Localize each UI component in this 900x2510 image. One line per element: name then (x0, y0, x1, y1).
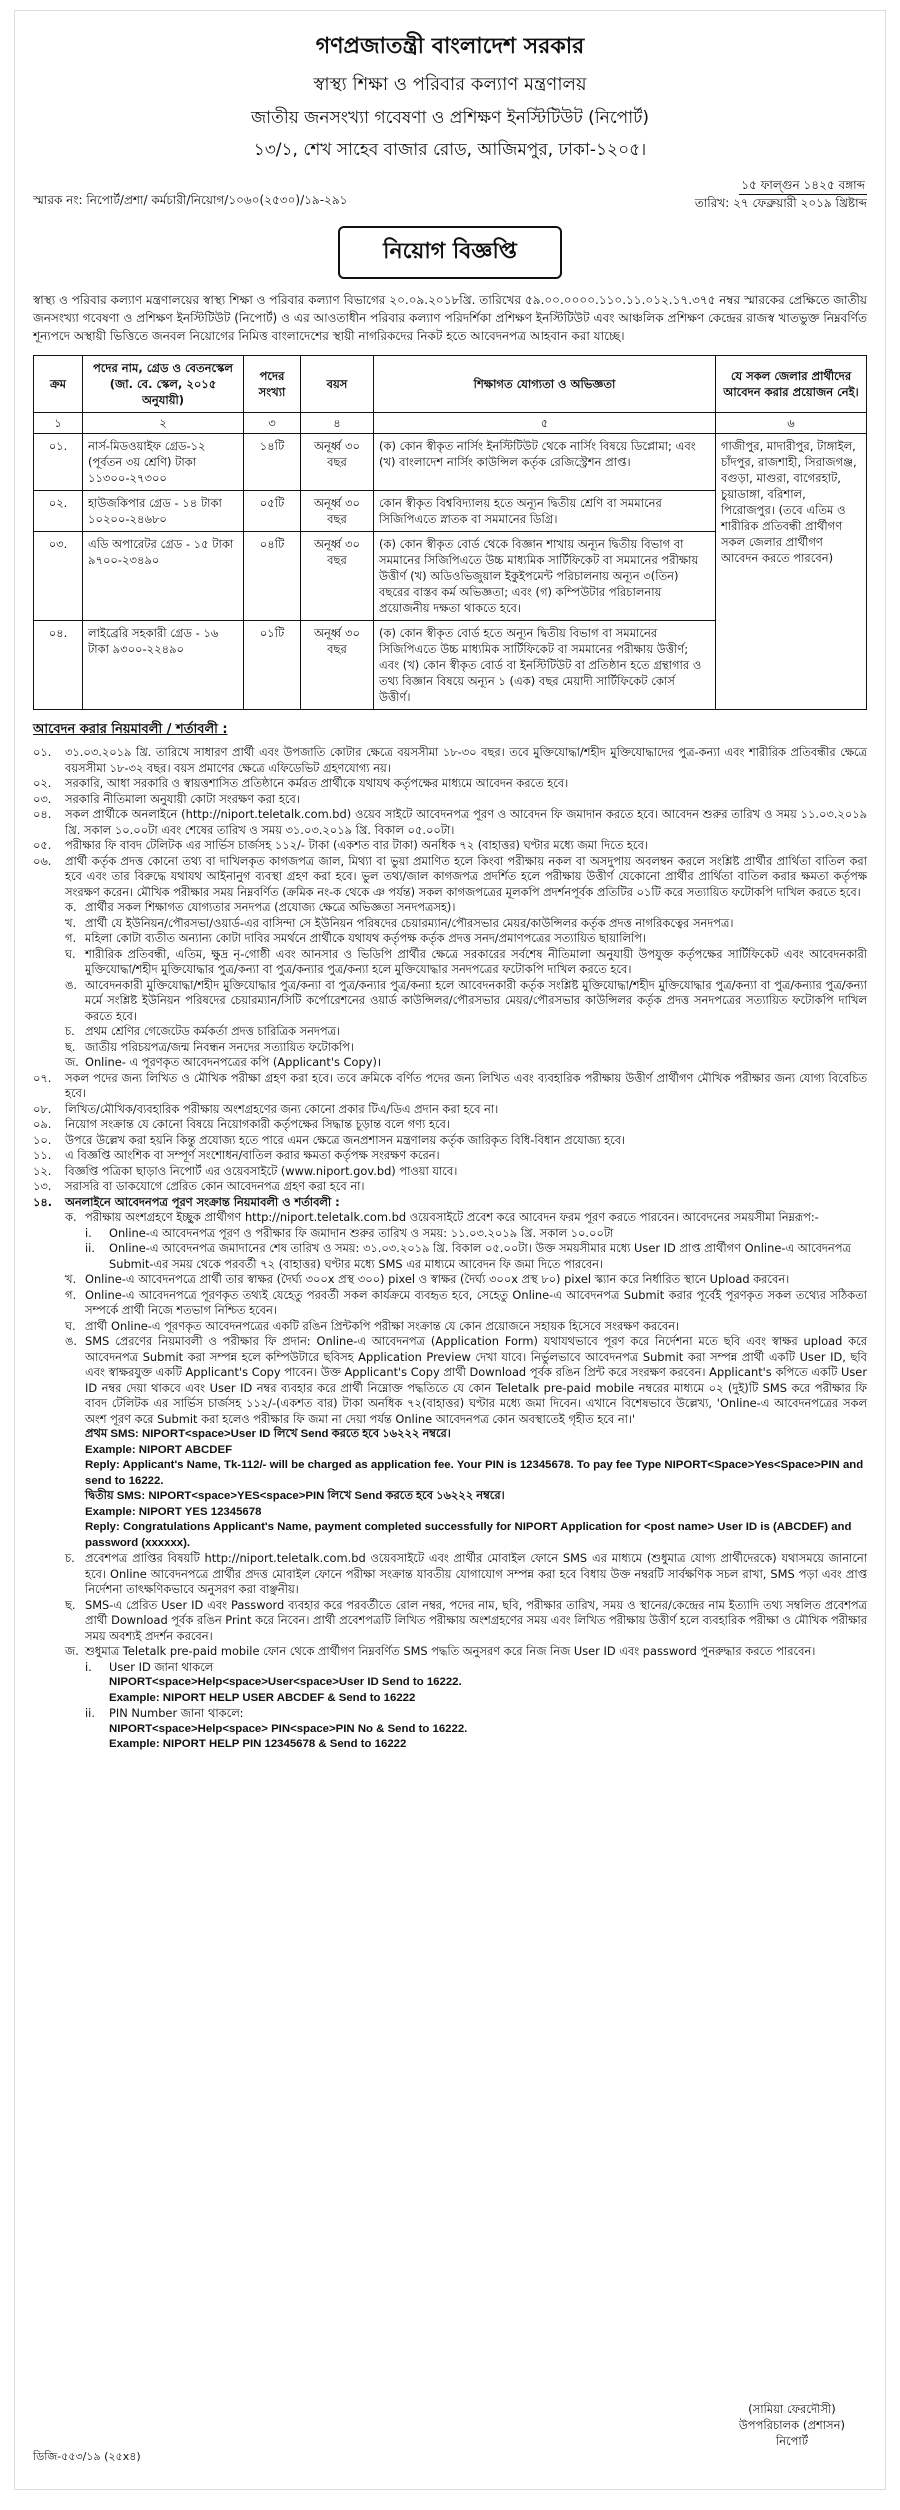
row-serial: ০৪. (34, 621, 83, 710)
date-label: তারিখ: (694, 196, 730, 210)
col-number: ৪ (301, 413, 374, 434)
col-number: ১ (34, 413, 83, 434)
list-item: ০১. ৩১.০৩.২০১৯ খ্রি. তারিখে সাধারণ প্রার্থী এবং উপজাতি কোটার ক্ষেত্রে বয়সসীমা ১৮-৩০ বছর। তবে মুক্তিযোদ্ধা/শহীদ মুক্তিযোদ্ধাদের পুত্র-কন্যা এবং শারীরিক প্রতিবন্ধীর ক্ষেত্রে বয়সসীমা ১৮-৩২ বছর। বয়স প্রমাণের ক্ষেত্রে এফিডেভিট গ্রহণযোগ্য নয়। (33, 745, 867, 775)
row-qualification: (ক) কোন স্বীকৃত বোর্ড হতে অন্যূন দ্বিতীয় বিভাগ বা সমমানের সিজিপিএতে উচ্চ মাধ্যমিক সার্টিফিকেট বা সমমানের পরীক্ষায় উত্তীর্ণ; এবং (খ) কোন স্বীকৃত বোর্ড বা ইনস্টিটিউট বা প্রতিষ্ঠান হতে গ্রন্থাগার ও তথ্য বিজ্ঞান বিষয়ে অন্যূন ১ (এক) বছর মেয়াদী সার্টিফিকেট কোর্স উত্তীর্ণ। (374, 621, 716, 710)
list-item: গ. Online-এ আবেদনপত্রে পূরণকৃত তথ্যই যেহেতু পরবর্তী সকল কার্যক্রমে ব্যবহৃত হবে, সেহেতু Online-এ আবেদনপত্র Submit করার পূর্বেই পূরণকৃত সকল তথ্যের সঠিকতা সম্পর্কে প্রার্থী নিজে শতভাগ নিশ্চিত হবেন। (65, 1287, 867, 1317)
date-gregorian: ২৭ ফেব্রুয়ারী ২০১৯ খ্রিষ্টাব্দ (733, 196, 867, 210)
list-item: গ. মহিলা কোটা ব্যতীত অন্যান্য কোটা দাবির সমর্থনে প্রার্থীকে যথাযথ কর্তৃপক্ষ কর্তৃক প্রদত্ত সনদ/প্রমাণপত্রের সত্যায়িত ছায়ালিপি। (65, 931, 647, 945)
list-item: ঘ. শারীরিক প্রতিবন্ধী, এতিম, ক্ষুদ্র নৃ-গোষ্ঠী এবং আনসার ও ভিডিপি প্রার্থীর ক্ষেত্রে সরকারের সর্বশেষ নীতিমালা অনুযায়ী উপযুক্ত কর্তৃপক্ষের সার্টিফিকেট এবং আবেদনকারী মুক্তিযোদ্ধা/শহীদ মুক্তিযোদ্ধার পুত্র/কন্যা বা পুত্র/কন্যার পুত্র/কন্যা হলে মুক্তিযোদ্ধার সনদপত্রের ফটোকপি দাখিল করতে হবে। (65, 946, 867, 976)
ministry-name: স্বাস্থ্য শিক্ষা ও পরিবার কল্যাণ মন্ত্রণালয় (313, 74, 587, 95)
sms-second: দ্বিতীয় SMS: NIPORT<space>YES<space>PIN লিখে Send করতে হবে ১৬২২২ নম্বরে। (85, 1490, 505, 1502)
memo-number: স্মারক নং: নিপোর্ট/প্রশা/ কর্মচারী/নিয়োগ/১০৬০(২৫৩০)/১৯-২৯১ (33, 193, 348, 207)
row-count: ০১টি (244, 621, 301, 710)
list-item: ১৪. অনলাইনে আবেদনপত্র পূরণ সংক্রান্ত নিয়মাবলী ও শর্তাবলী : (33, 1194, 340, 1209)
col-number: ২ (83, 413, 244, 434)
list-item: ছ. SMS-এ প্রেরিত User ID এবং Password ব্যবহার করে পরবর্তীতে রোল নম্বর, পদের নাম, ছবি, পরীক্ষার তারিখ, সময় ও স্থানের/কেন্দ্রের নাম ইত্যাদি তথ্য সম্বলিত প্রবেশপত্র প্রার্থী Download পূর্বক রঙিন Print করে নিবেন। প্রার্থী প্রবেশপত্রটি লিখিত পরীক্ষায় অংশগ্রহণের সময় এবং লিখিত পরীক্ষায় উত্তীর্ণ হলে ব্যবহারিক পরীক্ষা ও মৌখিক পরীক্ষার সময় অবশ্যই প্রদর্শন করবেন। (65, 1597, 867, 1643)
sms-first-reply: Reply: Applicant's Name, Tk-112/- will be charged as application fee. Your PIN is 12345678. To pay fee Type NIPORT<Space>Yes<Space>PIN and send to 16222. (85, 1459, 864, 1487)
list-item: ০৩. সরকারি নীতিমালা অনুযায়ী কোটা সংরক্ষণ করা হবে। (33, 791, 300, 806)
row-post: লাইব্রেরি সহকারী গ্রেড - ১৬ টাকা ৯৩০০-২২৪৯০ (83, 621, 244, 710)
list-item: জ. শুধুমাত্র Teletalk pre-paid mobile ফোন থেকে প্রার্থীগণ নিম্নবর্ণিত SMS পদ্ধতি অনুসরণ করে নিজ নিজ User ID এবং password পুনরুদ্ধার করতে পারবেন। (65, 1644, 816, 1658)
sms-second-reply: Reply: Congratulations Applicant's Name, payment completed successfully for NIPORT Application for <post name> User ID is (ABCDEF) and password (xxxxxx). (85, 1521, 852, 1549)
recover-user-id-example: Example: NIPORT HELP USER ABCDEF & Send to 16222 (109, 1691, 416, 1704)
col-post: পদের নাম, গ্রেড ও বেতনস্কেল (জা. বে. স্কেল, ২০১৫ অনুযায়ী) (83, 356, 244, 413)
row-serial: ০৩. (34, 532, 83, 621)
row-qualification: কোন স্বীকৃত বিশ্ববিদ্যালয় হতে অন্যূন দ্বিতীয় শ্রেণি বা সমমানের সিজিপিএতে স্নাতক বা সমমানের ডিগ্রি। (374, 491, 716, 532)
list-item: ১১. এ বিজ্ঞপ্তি আংশিক বা সম্পূর্ণ সংশোধন/বাতিল করার ক্ষমতা কর্তৃপক্ষ সংরক্ষণ করেন। (33, 1148, 440, 1162)
list-item: ঙ. আবেদনকারী মুক্তিযোদ্ধা/শহীদ মুক্তিযোদ্ধার পুত্র/কন্যা বা পুত্র/কন্যার পুত্র/কন্যা হলে আবেদনকারী কর্তৃক সংশ্লিষ্ট মুক্তিযোদ্ধা/শহীদ মুক্তিযোদ্ধার পুত্র/কন্যা বা পুত্র/কন্যার পুত্র/কন্যা মর্মে সংশ্লিষ্ট ইউনিয়ন পরিষদের চেয়ারম্যান/সিটি কর্পোরেশনের ওয়ার্ড কাউন্সিলর/পৌরসভার মেয়র/পৌরসভার কাউন্সিলর কর্তৃক প্রদত্ত সনদপত্রের সত্যায়িত ফটোকপি দাখিল করতে হবে। (65, 977, 867, 1023)
row-count: ০৫টি (244, 491, 301, 532)
col-number: ৬ (716, 413, 867, 434)
list-item: ০৭. সকল পদের জন্য লিখিত ও মৌখিক পরীক্ষা গ্রহণ করা হবে। তবে ক্রমিকে বর্ণিত পদের জন্য লিখিত এবং ব্যবহারিক পরীক্ষায় উত্তীর্ণ প্রার্থীগণ মৌখিক পরীক্ষার জন্য যোগ্য বিবেচিত হবে। (33, 1070, 867, 1100)
list-item: ১০. উপরে উল্লেখ করা হয়নি কিন্তু প্রযোজ্য হতে পারে এমন ক্ষেত্রে জনপ্রশাসন মন্ত্রণালয় কর্তৃক জারিকৃত বিধি-বিধান প্রযোজ্য হবে। (33, 1132, 626, 1147)
col-serial: ক্রম (34, 356, 83, 413)
row-serial: ০২. (34, 491, 83, 532)
list-item: ১৩. সরাসরি বা ডাকযোগে প্রেরিত কোন আবেদনপত্র গ্রহণ করা হবে না। (33, 1179, 365, 1193)
list-item: ১২. বিজ্ঞপ্তি পত্রিকা ছাড়াও নিপোর্ট এর ওয়েবসাইটে (www.niport.gov.bd) পাওয়া যাবে। (33, 1163, 458, 1178)
date-bangla: ১৫ ফাল্গুন ১৪২৫ বঙ্গাব্দ (739, 177, 867, 195)
row-age: অনূর্ধ্ব ৩০ বছর (301, 532, 374, 621)
sms-first-example: Example: NIPORT ABCDEF (85, 1443, 233, 1456)
notice-page (14, 10, 886, 2490)
signatory-designation: উপপরিচালক (প্রশাসন) (738, 2418, 845, 2432)
intro-paragraph: স্বাস্থ্য ও পরিবার কল্যাণ মন্ত্রণালয়ের স্বাস্থ্য শিক্ষা ও পরিবার কল্যাণ বিভাগের ২০.০৯.২০১৮খ্রি. তারিখের ৫৯.০০.০০০০.১১০.১১.০১২.১৭.৩৭৫ নম্বর স্মারকের প্রেক্ষিতে জাতীয় জনসংখ্যা গবেষণা ও প্রশিক্ষণ ইনস্টিটিউট (নিপোর্ট) ও এর আওতাধীন পরিবার কল্যাণ পরিদর্শিকা প্রশিক্ষণ ইনস্টিটিউট এবং আঞ্চলিক প্রশিক্ষণ কেন্দ্রের রাজস্ব খাতভুক্ত নিম্নবর্ণিত শূন্যপদে অস্থায়ী ভিত্তিতে জনবল নিয়োগের নিমিত্ত বাংলাদেশের স্থায়ী নাগরিকদের নিকট হতে আবেদনপত্র আহবান করা যাচ্ছে। (33, 293, 867, 343)
col-age: বয়স (301, 356, 374, 413)
institute-name: জাতীয় জনসংখ্যা গবেষণা ও প্রশিক্ষণ ইনস্টিটিউট (নিপোর্ট) (250, 108, 650, 128)
col-districts: যে সকল জেলার প্রার্থীদের আবেদন করার প্রয়োজন নেই। (716, 356, 867, 413)
col-qualification: শিক্ষাগত যোগ্যতা ও অভিজ্ঞতা (374, 356, 716, 413)
list-item: ০৬. প্রার্থী কর্তৃক প্রদত্ত কোনো তথ্য বা দাখিলকৃত কাগজপত্র জাল, মিথ্যা বা ভুয়া প্রমাণিত হলে কিংবা পরীক্ষায় নকল বা অসদুপায় অবলম্বন করলে সংশ্লিষ্ট প্রার্থীর প্রার্থিতা বাতিল করা হবে এবং তার বিরুদ্ধে যথাযথ আইনানুগ ব্যবস্থা গ্রহণ করা হবে। ভুল তথ্য/জাল কাগজপত্র প্রদর্শিত হলে পরীক্ষায় উত্তীর্ণ যেকোনো প্রার্থীর প্রার্থিতা বাতিল করার ক্ষমতা কর্তৃপক্ষ সংরক্ষণ করেন। মৌখিক পরীক্ষার সময় নিম্নবর্ণিত (ক্রমিক নং-ক থেকে ঞ পর্যন্ত) সকল কাগজপত্রের মূলকপি প্রদর্শনপূর্বক প্রতিটির ০১টি করে সত্যায়িত ফটোকপি দাখিল করতে হবে। (33, 853, 867, 899)
signatory-org: নিপোর্ট (775, 2434, 809, 2448)
list-item: ছ. জাতীয় পরিচয়পত্র/জন্ম নিবন্ধন সনদের সত্যায়িত ফটোকপি। (65, 1039, 354, 1054)
signature-block (739, 2401, 845, 2449)
row-qualification: (ক) কোন স্বীকৃত বোর্ড থেকে বিজ্ঞান শাখায় অন্যূন দ্বিতীয় বিভাগ বা সমমানের সিজিপিএতে উচ্চ মাধ্যমিক সার্টিফিকেট বা সমমানের পরীক্ষায় উত্তীর্ণ (খ) অডিওভিজুয়াল ইকুইপমেন্ট পরিচালনায় অন্যূন ৩(তিন) বছরের বাস্তব কর্ম অভিজ্ঞতা; এবং (গ) কম্পিউটার পরিচালনায় প্রয়োজনীয় দক্ষতা থাকতে হবে। (374, 532, 716, 621)
table-row (34, 434, 867, 491)
notice-title: নিয়োগ বিজ্ঞপ্তি (338, 226, 562, 279)
recover-pin: ii. PIN Number জানা থাকলে: (85, 1706, 244, 1720)
list-item: ঙ. SMS প্রেরণের নিয়মাবলী ও পরীক্ষার ফি প্রদান: Online-এ আবেদনপত্র (Application Form) যথাযথভাবে পূরণ করে নির্দেশনা মতে ছবি এবং স্বাক্ষর upload করে আবেদনপত্র Submit করা সম্পন্ন হলে কম্পিউটারে ছবিসহ Application Preview দেখা যাবে। নির্ভুলভাবে আবেদনপত্র Submit করা সম্পন্ন প্রার্থী একটি User ID, ছবি এবং স্বাক্ষরযুক্ত একটি Applicant's Copy পাবেন। উক্ত Applicant's Copy প্রার্থী Download পূর্বক রঙিন প্রিন্ট করে সংরক্ষণ করবেন। Applicant's কপিতে একটি User ID নম্বর দেয়া থাকবে এবং User ID নম্বর ব্যবহার করে প্রার্থী নিম্নোক্ত পদ্ধতিতে যে কোন Teletalk pre-paid mobile নম্বরের মাধ্যমে ০২ (দুই)টি SMS করে পরীক্ষার ফি বাবদ টেলিটক এর সার্ভিস চার্জসহ ১১২/-(একশত বার) টাকা অনধিক ৭২(বাহাত্তর) ঘণ্টার মধ্যে জমা দিবেন। এখানে বিশেষভাবে উল্লেখ্য, 'Online-এ আবেদনপত্রের সকল অংশ পূরণ করে Submit করা হলেও পরীক্ষার ফি জমা না দেয়া পর্যন্ত Online আবেদনপত্র কোন অবস্থাতেই গৃহীত হবে না।' (65, 1334, 867, 1426)
reference-row (33, 177, 867, 212)
list-item: চ. প্রথম শ্রেণির গেজেটেড কর্মকর্তা প্রদত্ত চারিত্রিক সনদপত্র। (65, 1024, 341, 1038)
list-item: ঘ. প্রার্থী Online-এ পূরণকৃত আবেদনপত্রের একটি রঙিন প্রিন্টকপি পরীক্ষা সংক্রান্ত যে কোন প্রয়োজনে সহায়ক হিসেবে সংরক্ষণ করবেন। (65, 1318, 680, 1333)
row-post: এডি অপারেটর গ্রেড - ১৫ টাকা ৯৭০০-২৩৪৯০ (83, 532, 244, 621)
list-item: ক. পরীক্ষায় অংশগ্রহণে ইচ্ছুক প্রার্থীগণ http://niport.teletalk.com.bd ওয়েবসাইটে প্রবেশ করে আবেদন ফরম পূরণ করতে পারবেন। আবেদনের সময়সীমা নিম্নরূপ:- (65, 1210, 819, 1224)
list-item: ০৫. পরীক্ষার ফি বাবদ টেলিটক এর সার্ভিস চার্জসহ ১১২/- টাকা (একশত বার টাকা) অনধিক ৭২ (বাহাত্তর) ঘণ্টার মধ্যে জমা দিতে হবে। (33, 838, 648, 852)
list-item: i. Online-এ আবেদনপত্র পূরণ ও পরীক্ষার ফি জমাদান শুরুর তারিখ ও সময়: ১১.০৩.২০১৯ খ্রি. সকাল ১০.০০টা (85, 1225, 614, 1240)
list-item: ০২. সরকারি, আধা সরকারি ও স্বায়ত্তশাসিত প্রতিষ্ঠানে কর্মরত প্রার্থীকে যথাযথ কর্তৃপক্ষের মাধ্যমে আবেদন করতে হবে। (33, 776, 569, 790)
list-item: চ. প্রবেশপত্র প্রাপ্তির বিষয়টি http://niport.teletalk.com.bd ওয়েবসাইটে এবং প্রার্থীর মোবাইল ফোনে SMS এর মাধ্যমে (শুধুমাত্র যোগ্য প্রার্থীদেরকে) যথাসময়ে জানানো হবে। Online আবেদনপত্রে প্রার্থীর প্রদত্ত মোবাইল ফোনে পরীক্ষা সংক্রান্ত যাবতীয় যোগাযোগ সম্পন্ন করা হবে বিধায় উক্ত নম্বরটি সার্বক্ষণিক সচল রাখা, SMS পড়া এবং প্রাপ্ত নির্দেশনা তাৎক্ষণিকভাবে অনুসরণ করা বাঞ্ছনীয়। (65, 1551, 867, 1596)
col-count: পদের সংখ্যা (244, 356, 301, 413)
signatory-name: (সামিয়া ফেরদৌসী) (748, 2402, 836, 2416)
row-age: অনূর্ধ্ব ৩০ বছর (301, 491, 374, 532)
sms-second-example: Example: NIPORT YES 12345678 (85, 1505, 262, 1518)
row-age: অনূর্ধ্ব ৩০ বছর (301, 434, 374, 491)
row-post: নার্স-মিডওয়াইফ গ্রেড-১২ (পূর্বতন ৩য় শ্রেণি) টাকা ১১৩০০-২৭৩০০ (83, 434, 244, 491)
col-number: ৫ (374, 413, 716, 434)
list-item: ii. Online-এ আবেদনপত্র জমাদানের শেষ তারিখ ও সময়: ৩১.০৩.২০১৯ খ্রি. বিকাল ০৫.০০টা। উক্ত সময়সীমার মধ্যে User ID প্রাপ্ত প্রার্থীগণ Online-এ আবেদনপত্র Submit-এর সময় থেকে পরবর্তী ৭২ (বাহাত্তর) ঘণ্টার মধ্যে SMS এর মাধ্যমে আবেদন ফি জমা দিতে পারবেন। (85, 1241, 851, 1271)
list-item: ০৪. সকল প্রার্থীকে অনলাইনে (http://niport.teletalk.com.bd) ওয়েব সাইটে আবেদনপত্র পূরণ ও আবেদন ফি জমাদান করতে হবে। আবেদন শুরুর তারিখ ও সময় ১১.০৩.২০১৯ খ্রি. সকাল ১০.০০টা এবং শেষের তারিখ ও সময় ৩১.০৩.২০১৯ খ্রি. বিকাল ০৫.০০টা। (33, 807, 867, 837)
row-serial: ০১. (34, 434, 83, 491)
table-number-row (34, 413, 867, 434)
row-post: হাউজকিপার গ্রেড - ১৪ টাকা ১০২০০-২৪৬৮০ (83, 491, 244, 532)
terms-list (33, 745, 867, 1753)
excluded-districts: গাজীপুর, মাদারীপুর, টাঙ্গাইল, চাঁদপুর, রাজশাহী, সিরাজগঞ্জ, বগুড়া, মাগুরা, বাগেরহাট, চুয়াডাঙ্গা, বরিশাল, পিরোজপুর। (তবে এতিম ও শারীরিক প্রতিবন্ধী প্রার্থীগণ সকল জেলার প্রার্থীগণ আবেদন করতে পারবেন) (716, 434, 867, 710)
row-qualification: (ক) কোন স্বীকৃত নার্সিং ইনস্টিটিউট থেকে নার্সিং বিষয়ে ডিপ্লোমা; এবং (খ) বাংলাদেশ নার্সিং কাউন্সিল কর্তৃক রেজিস্ট্রেশন প্রাপ্ত। (374, 434, 716, 491)
list-item: ০৯. নিয়োগ সংক্রান্ত যে কোনো বিষয়ে নিয়োগকারী কর্তৃপক্ষের সিদ্ধান্ত চূড়ান্ত বলে গণ্য হবে। (33, 1117, 450, 1131)
date-block (695, 177, 867, 212)
institute-address: ১৩/১, শেখ সাহেব বাজার রোড, আজিমপুর, ঢাকা-১২০৫। (253, 140, 647, 160)
row-count: ০৪টি (244, 532, 301, 621)
recover-user-id-format: NIPORT<space>Help<space>User<space>User ID Send to 16222. (109, 1676, 462, 1688)
terms-heading: আবেদন করার নিয়মাবলী / শর্তাবলী : (33, 722, 228, 737)
table-header-row (34, 356, 867, 413)
recover-pin-format: NIPORT<space>Help<space> PIN<space>PIN No & Send to 16222. (109, 1722, 468, 1735)
list-item: খ. Online-এ আবেদনপত্রে প্রার্থী তার স্বাক্ষর (দৈর্ঘ্য ৩০০x প্রস্থ ৩০০) pixel ও স্বাক্ষর (দৈর্ঘ্য ৩০০x প্রস্থ ৮০) pixel স্ক্যান করে নির্ধারিত স্থানে Upload করবেন। (65, 1272, 790, 1286)
row-age: অনূর্ধ্ব ৩০ বছর (301, 621, 374, 710)
list-item: ০৮. লিখিত/মৌখিক/ব্যবহারিক পরীক্ষায় অংশগ্রহণের জন্য কোনো প্রকার টিএ/ডিএ প্রদান করা হবে না। (33, 1101, 499, 1116)
vacancy-table (33, 355, 867, 710)
letterhead (33, 29, 867, 165)
list-item: খ. প্রার্থী যে ইউনিয়ন/পৌরসভা/ওয়ার্ড-এর বাসিন্দা সে ইউনিয়ন পরিষদের চেয়ারম্যান/পৌরসভার মেয়র/কাউন্সিলর কর্তৃক প্রদত্ত নাগরিকত্বের সনদপত্র। (65, 915, 734, 930)
dg-number: ডিজি-৫৫৩/১৯ (২৫x৪) (33, 2450, 141, 2463)
recover-pin-example: Example: NIPORT HELP PIN 12345678 & Send to 16222 (109, 1738, 407, 1750)
list-item: ক. প্রার্থীর সকল শিক্ষাগত যোগ্যতার সনদপত্র (প্রযোজ্য ক্ষেত্রে অভিজ্ঞতা সনদপত্রসহ)। (65, 900, 456, 914)
govt-name: গণপ্রজাতন্ত্রী বাংলাদেশ সরকার (315, 34, 585, 59)
col-number: ৩ (244, 413, 301, 434)
sms-first: প্রথম SMS: NIPORT<space>User ID লিখে Send করতে হবে ১৬২২২ নম্বরে। (85, 1428, 451, 1440)
list-item: জ. Online- এ পূরণকৃত আবেদনপত্রের কপি (Applicant's Copy)। (65, 1055, 382, 1069)
recover-user-id: i. User ID জানা থাকলে (85, 1659, 214, 1674)
row-count: ১৪টি (244, 434, 301, 491)
